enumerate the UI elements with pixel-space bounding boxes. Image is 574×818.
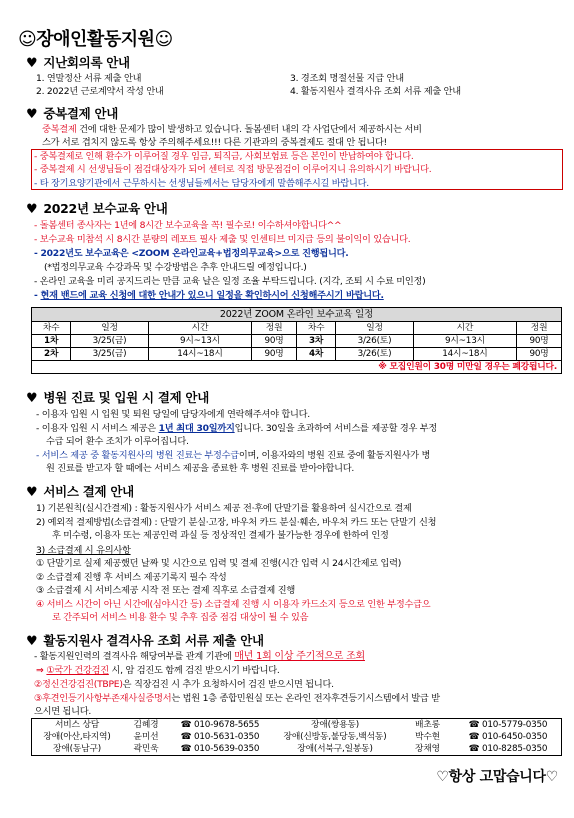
highlight-text: 중복결제	[42, 124, 77, 135]
section-disqualification	[26, 631, 264, 649]
heart-icon: ♥	[26, 202, 38, 217]
bullet-line	[34, 650, 365, 663]
table-cell: 9시~13시	[413, 335, 516, 348]
list-line: 로 간주되어 서비스 비용 환수 및 추후 집중 점검 대상이 될 수 있음	[52, 612, 309, 623]
bullet-line	[34, 289, 384, 302]
bullet-line: - 2022년도 보수교육은 <ZOOM 온라인교육+법정의무교육>으로 진행됩니다.	[34, 248, 349, 259]
closing-message: ♡항상 고맙습니다♡	[436, 769, 558, 785]
text: 시, 암 검진도 함께 검진 받으시기 바랍니다.	[108, 665, 280, 676]
contact-team: 장애(서북구,일봉동)	[297, 744, 373, 754]
bullet-line: - 타 장기요양기관에서 근무하시는 선생님들께서는 담당자에게 말씀해주시길 바랍니다.	[34, 178, 369, 189]
list-line: 3) 소급결제 시 유의사항	[36, 545, 131, 556]
bullet-line: 수급 되어 환수 조치가 이루어집니다.	[46, 436, 189, 447]
paragraph-line	[42, 123, 422, 136]
contact-team: 장애(동남구)	[53, 744, 101, 754]
list-item: 4. 활동지원사 결격사유 조회 서류 제출 안내	[290, 86, 461, 97]
list-line: ② 소급결제 진행 후 서비스 제공기록지 필수 작성	[36, 572, 227, 583]
list-line: 후 미수령, 이용자 또는 제공인력 과실 등 정상적인 결제가 불가능한 경우에 한하여 인정	[52, 530, 389, 541]
text: -	[34, 290, 41, 301]
column-header: 정원	[252, 322, 297, 335]
bullet-line: - 돌봄센터 종사자는 1년에 8시간 보수교육을 꼭! 필수로! 이수하셔야합니다^^	[34, 220, 342, 231]
table-cell: 4차	[296, 348, 335, 361]
column-header: 일정	[336, 322, 413, 335]
table-cell: 14시~18시	[413, 348, 516, 361]
section-heading: 중복결제 안내	[43, 106, 119, 121]
section-heading: 지난회의록 안내	[43, 55, 130, 70]
column-header: 차수	[296, 322, 335, 335]
bullet-line: - 이용자 입원 시 입원 및 퇴원 당일에 담당자에게 연락해주셔야 합니다.	[36, 409, 310, 420]
table-cell: 3/26(토)	[336, 348, 413, 361]
list-line: ④ 서비스 시간이 아닌 시간에(심야시간 등) 소급결제 진행 시 이용자 카드소지 등으로 인한 부정수급으	[36, 599, 431, 610]
table-row	[32, 348, 562, 361]
table-cell: 2차	[32, 348, 71, 361]
text: 은 직장검진 시 추가 요청하시어 검진 받으시면 됩니다.	[122, 679, 334, 690]
table-cell: 90명	[517, 335, 562, 348]
column-header: 일정	[71, 322, 148, 335]
table-note: ※ 모집인원이 30명 미만일 경우는 폐강됩니다.	[32, 361, 562, 374]
heart-icon: ♥	[26, 56, 38, 71]
page-title: ☺장애인활동지원☺	[18, 29, 173, 50]
heart-icon: ♥	[26, 485, 38, 500]
underlined-text: 매년 1회 이상 주기적으로 조회	[234, 651, 365, 662]
text: 건에 대한 문제가 많이 발생하고 있습니다. 돌봄센터 내의 각 사업단에서 제공하시는 서비	[76, 124, 422, 135]
table-cell: 14시~18시	[148, 348, 251, 361]
table-header-row	[32, 322, 562, 335]
section-heading: 병원 진료 및 입원 시 결제 안내	[43, 390, 209, 405]
contact-phone: ☎ 010-5631-0350	[180, 732, 260, 742]
contact-name: 김혜경	[133, 720, 159, 730]
section-hospital	[26, 388, 209, 406]
contact-phone: ☎ 010-9678-5655	[180, 720, 260, 730]
table-cell: 3/26(토)	[336, 335, 413, 348]
text: - 이용자 입원 시 서비스 제공은	[36, 423, 159, 434]
contact-team: 장애(아산,타지역)	[43, 732, 111, 742]
contact-team: 장애(신방동,불당동,백석동)	[283, 732, 387, 742]
bullet-line	[34, 692, 440, 705]
list-item: 2. 2022년 근로계약서 작성 안내	[36, 86, 164, 97]
contact-team: 서비스 상담	[54, 720, 100, 730]
contact-name: 윤미선	[133, 732, 159, 742]
heart-icon: ♥	[26, 391, 38, 406]
list-line: ③ 소급결제 시 서비스제공 시작 전 또는 결제 직후로 소급결제 진행	[36, 585, 295, 596]
column-header: 시간	[148, 322, 251, 335]
list-item: 3. 경조회 명절선물 지급 안내	[290, 73, 404, 84]
arrow-text: ⇒	[36, 665, 47, 676]
contact-phone: ☎ 010-5639-0350	[180, 744, 260, 754]
text: - 활동지원인력의 결격사유 해당여부를 관계 기관에	[34, 651, 235, 662]
contact-phone: ☎ 010-6450-0350	[468, 732, 548, 742]
contact-phone: ☎ 010-5779-0350	[468, 720, 548, 730]
table-row	[32, 335, 562, 348]
section-heading: 서비스 결제 안내	[43, 484, 134, 499]
text: 이며, 이용자와의 병원 진료 중에 활동지원사가 병	[238, 450, 431, 461]
column-header: 정원	[517, 322, 562, 335]
bullet-line: - 중복결제로 인해 환수가 이루어질 경우 임금, 퇴직금, 사회보험료 등은 본인이 반납하여야 합니다.	[34, 151, 414, 162]
list-line: 2) 예외적 결제방법(소급결제) : 단말기 분실·고장, 바우처 카드 분실·훼손, 바우처 카드 또는 단말기 신청	[36, 517, 437, 528]
bullet-line: - 중복결제 시 선생님들이 점검대상자가 되어 센터로 직접 방문점검이 이루어지니 유의하시기 바랍니다.	[34, 164, 432, 175]
highlight-text: - 서비스 제공 중 활동지원사의 병원 진료는 부정수급	[36, 450, 239, 461]
table-cell: 9시~13시	[148, 335, 251, 348]
table-row	[32, 719, 562, 732]
section-duplicate-payment	[26, 104, 118, 122]
section-training	[26, 199, 167, 217]
contact-name: 곽민욱	[133, 744, 159, 754]
bullet-line: 으시면 됩니다.	[34, 706, 92, 717]
contact-name: 박수현	[415, 732, 440, 742]
paragraph-line: 스가 서로 겹치지 않도록 항상 주의해주세요!!! 다른 기관과의 중복결제도 절대 안 됩니다!	[42, 137, 387, 148]
column-header: 차수	[32, 322, 71, 335]
table-cell: 1차	[32, 335, 71, 348]
bullet-line: - 보수교육 미참석 시 8시간 분량의 레포트 필사 제출 및 인센티브 미지급 등의 불이익이 있습니다.	[34, 234, 411, 245]
highlight-text: ③후견인등기사항부존재사실증명서	[34, 693, 172, 704]
bullet-line: - 온라인 교육을 미리 공지드리는 만큼 교육 날은 일정 조율 부탁드립니다. (지각, 조퇴 시 수료 미인정)	[34, 276, 426, 287]
list-line: 1) 기본원칙(실시간결제) : 활동지원사가 서비스 제공 전·후에 단말기를 활용하여 실시간으로 결제	[36, 503, 412, 514]
bullet-line	[34, 678, 334, 691]
contact-name: 장채영	[415, 744, 440, 754]
table-cell: 90명	[517, 348, 562, 361]
note-line: (*법정의무교육 수강과목 및 수강방법은 추후 안내드릴 예정입니다.)	[44, 262, 307, 273]
table-cell: 90명	[252, 348, 297, 361]
underlined-text: 1년 최대 30일까지	[158, 423, 235, 434]
list-line: ① 단말기로 실제 제공했던 날짜 및 시간으로 입력 및 결제 진행(시간 입력 시 24시간제로 입력)	[36, 558, 402, 569]
training-schedule-table	[31, 307, 562, 374]
underlined-text: 현재 밴드에 교육 신청에 대한 안내가 있으니 일정을 확인하시어 신청해주시기 바랍니다.	[40, 290, 384, 301]
table-row	[32, 731, 562, 743]
table-cell: 3/25(금)	[71, 348, 148, 361]
table-cell: 3차	[296, 335, 335, 348]
table-title: 2022년 ZOOM 온라인 보수교육 일정	[32, 308, 562, 322]
section-previous-minutes	[26, 53, 130, 71]
column-header: 시간	[413, 322, 516, 335]
table-cell: 90명	[252, 335, 297, 348]
bullet-line	[36, 422, 437, 435]
underlined-text: ①국가 건강검진	[46, 665, 109, 676]
table-cell: 3/25(금)	[71, 335, 148, 348]
section-heading: 활동지원사 결격사유 조회 서류 제출 안내	[43, 633, 264, 648]
text: 는 법원 1층 종합민원실 또는 온라인 전자후견등기시스템에서 발급 받	[171, 693, 440, 704]
heart-icon: ♥	[26, 634, 38, 649]
list-item: 1. 연말정산 서류 제출 안내	[36, 73, 142, 84]
contact-team: 장애(쌍용동)	[311, 720, 359, 730]
highlight-text: ②정신건강검진(TBPE)	[34, 679, 123, 690]
bullet-line	[36, 664, 280, 677]
contact-table	[31, 718, 562, 756]
contact-phone: ☎ 010-8285-0350	[468, 744, 548, 754]
bullet-line: 원 진료를 받고자 할 때에는 서비스 제공을 종료한 후 병원 진료를 받아야합니다.	[46, 463, 355, 474]
table-row	[32, 743, 562, 756]
section-payment	[26, 482, 134, 500]
bullet-line	[36, 449, 430, 462]
text: 입니다. 30일을 초과하여 서비스를 제공할 경우 부정	[234, 423, 438, 434]
contact-name: 배초롱	[415, 720, 440, 730]
section-heading: 2022년 보수교육 안내	[43, 201, 168, 216]
heart-icon: ♥	[26, 107, 38, 122]
